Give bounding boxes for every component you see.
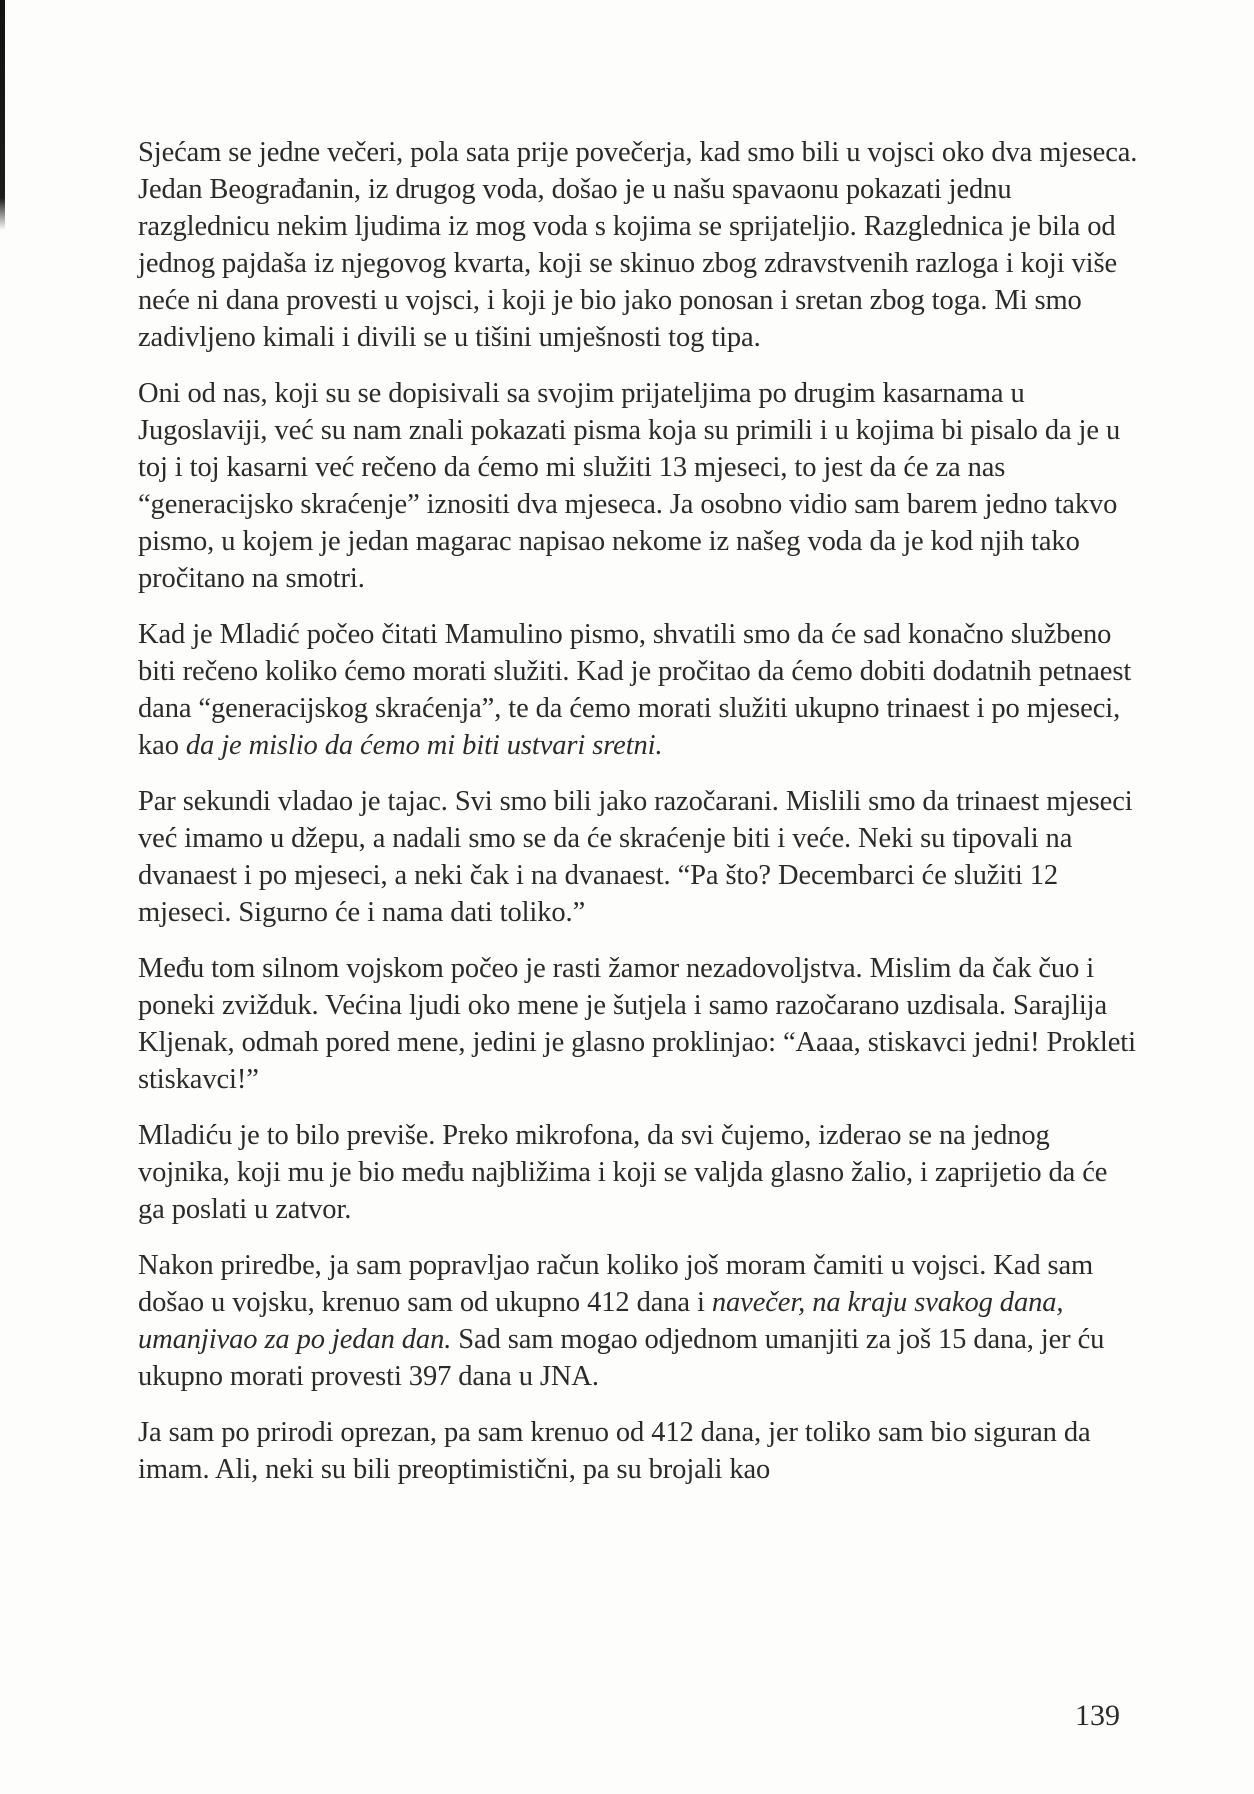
text-segment: Oni od nas, koji su se dopisivali sa svojim prijateljima po drugim kasarnama u Jugoslaviji, već su nam znali pokazati pisma koja su primili i u kojima bi pisalo da je u toj i toj kasarni već rečeno da ćemo mi služiti 13 mjeseci, to jest da će za nas “generacijsko skraćenje” iznositi dva mjeseca. Ja osobno vidio sam barem jedno takvo pismo, u kojem je jedan magarac napisao nekome iz našeg voda da je kod njih tako pročitano na smotri. xyxy=(138,378,1121,594)
text-segment: Ja sam po prirodi oprezan, pa sam krenuo od 412 dana, jer toliko sam bio siguran da imam. Ali, neki su bili preoptimistični, pa su brojali kao xyxy=(138,1417,1091,1485)
scan-edge-artifact xyxy=(0,0,5,230)
page-number: 139 xyxy=(1075,1699,1120,1732)
paragraph xyxy=(138,1414,1138,1488)
text-segment-italic: da je mislio da ćemo mi biti ustvari sretni. xyxy=(185,730,663,761)
text-segment: Među tom silnom vojskom počeo je rasti žamor nezadovoljstva. Mislim da čak čuo i poneki zvižduk. Većina ljudi oko mene je šutjela i samo razočarano uzdisala. Sarajlija Kljenak, odmah pored mene, jedini je glasno proklinjao: “Aaaa, stiskavci jedni! Prokleti stiskavci!” xyxy=(138,953,1136,1095)
text-segment: Sjećam se jedne večeri, pola sata prije povečerja, kad smo bili u vojsci oko dva mjeseca. Jedan Beograđanin, iz drugog voda, došao je u našu spavaonu pokazati jednu razglednicu nekim ljudima iz mog voda s kojima se sprijateljio. Razglednica je bila od jednog pajdaša iz njegovog kvarta, koji se skinuo zbog zdravstvenih razloga i koji više neće ni dana provesti u vojsci, i koji je bio jako ponosan i sretan zbog toga. Mi smo zadivljeno kimali i divili se u tišini umješnosti tog tipa. xyxy=(138,137,1138,353)
page-text xyxy=(138,134,1138,1507)
text-segment-italic: navečer, na kraju svakog dana, umanjivao za po jedan dan. xyxy=(138,1287,1064,1355)
paragraph xyxy=(138,134,1138,356)
text-segment: Mladiću je to bilo previše. Preko mikrofona, da svi čujemo, izderao se na jednog vojnika, koji mu je bio među najbližima i koji se valjda glasno žalio, i zaprijetio da će ga poslati u zatvor. xyxy=(138,1120,1108,1225)
paragraph xyxy=(138,1117,1138,1228)
text-segment: Sad sam mogao odjednom umanjiti za još 15 dana, jer ću ukupno morati provesti 397 dana u JNA. xyxy=(138,1324,1105,1392)
paragraph xyxy=(138,950,1138,1098)
text-segment: Par sekundi vladao je tajac. Svi smo bili jako razočarani. Mislili smo da trinaest mjeseci već imamo u džepu, a nadali smo se da će skraćenje biti i veće. Neki su tipovali na dvanaest i po mjeseci, a neki čak i na dvanaest. “Pa što? Decembarci će služiti 12 mjeseci. Sigurno će i nama dati toliko.” xyxy=(138,786,1133,928)
paragraph xyxy=(138,783,1138,931)
text-segment: Kad je Mladić počeo čitati Mamulino pismo, shvatili smo da će sad konačno službeno biti rečeno koliko ćemo morati služiti. Kad je pročitao da ćemo dobiti dodatnih petnaest dana “generacijskog skraćenja”, te da ćemo morati služiti ukupno trinaest i po mjeseci, kao xyxy=(138,619,1132,761)
paragraph xyxy=(138,616,1138,764)
text-segment: Nakon priredbe, ja sam popravljao račun koliko još moram čamiti u vojsci. Kad sam došao u vojsku, krenuo sam od ukupno 412 dana i xyxy=(138,1250,1094,1318)
paragraph xyxy=(138,1247,1138,1395)
paragraph xyxy=(138,375,1138,597)
